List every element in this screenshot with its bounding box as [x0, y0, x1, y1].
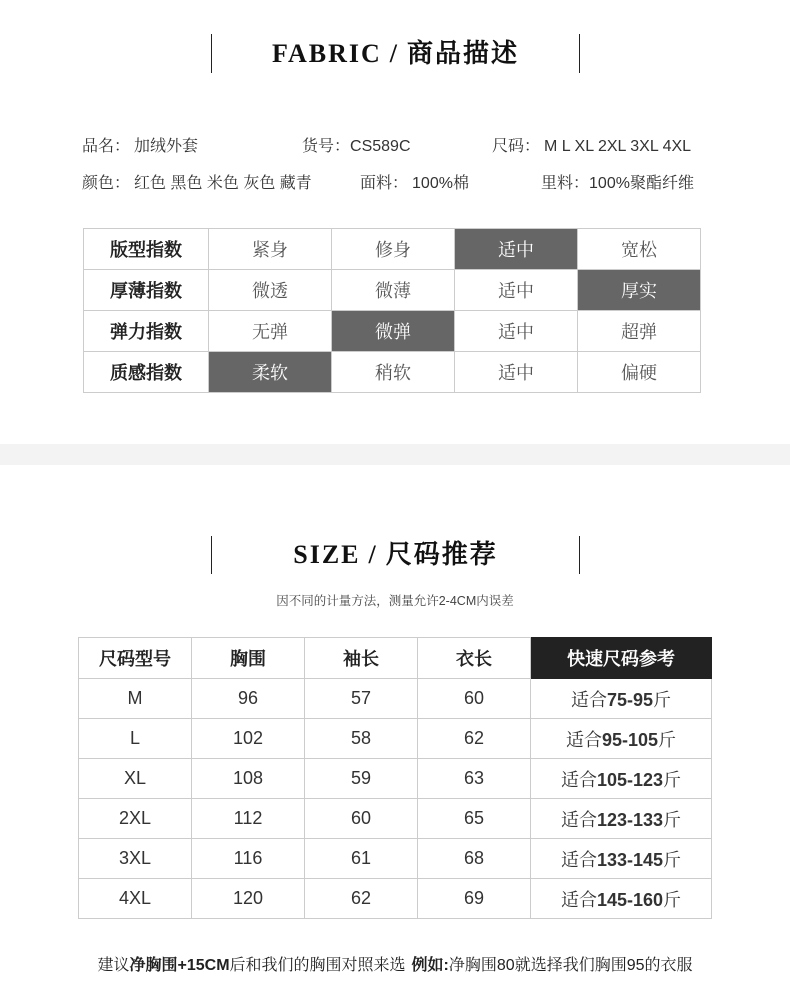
index-option: 偏硬	[578, 352, 701, 393]
index-option: 微透	[209, 270, 332, 311]
index-option-selected: 微弹	[332, 311, 455, 352]
index-label: 弹力指数	[84, 311, 209, 352]
index-row	[84, 229, 701, 270]
sleeve-cell: 58	[305, 719, 418, 759]
recommend-prefix: 适合	[560, 809, 597, 830]
fabric-title-en: FABRIC	[272, 39, 382, 68]
heading-divider-left	[211, 536, 212, 574]
length-cell: 63	[418, 759, 531, 799]
recommend-weight-range: 133-145	[596, 849, 664, 870]
index-label: 版型指数	[84, 229, 209, 270]
note-emphasis: 例如:	[411, 957, 449, 974]
index-option: 无弹	[209, 311, 332, 352]
info-value: CS589C	[350, 138, 411, 155]
header-chest: 胸围	[192, 638, 305, 679]
size-measurement-note: 因不同的计量方法，测量允许2-4CM内误差	[276, 594, 514, 608]
info-value: 红色 黑色 米色 灰色 藏青	[134, 175, 312, 192]
size-cell: 4XL	[79, 879, 192, 919]
index-option: 适中	[455, 311, 578, 352]
note-text: 后和我们的胸围对照来选	[229, 957, 406, 974]
recommend-weight-range: 95-105	[601, 729, 659, 750]
recommend-weight-range: 145-160	[596, 889, 664, 910]
size-chart-header	[79, 638, 712, 679]
sleeve-cell: 61	[305, 839, 418, 879]
fabric-heading	[211, 34, 580, 73]
fabric-title-separator: /	[389, 39, 399, 68]
recommend-unit: 斤	[663, 849, 682, 870]
info-label: 颜色：	[82, 175, 131, 192]
fabric-title-cn: 商品描述	[406, 39, 519, 68]
index-option: 超弹	[578, 311, 701, 352]
length-cell: 68	[418, 839, 531, 879]
index-row	[84, 270, 701, 311]
index-option: 稍软	[332, 352, 455, 393]
chest-cell: 102	[192, 719, 305, 759]
size-row	[79, 799, 712, 839]
header-quick-size-reference: 快速尺码参考	[531, 638, 712, 679]
index-option-selected: 柔软	[209, 352, 332, 393]
recommend-unit: 斤	[663, 769, 682, 790]
heading-divider-right	[579, 536, 580, 574]
info-label: 货号：	[302, 138, 351, 155]
info-label: 里料：	[541, 175, 590, 192]
index-option: 宽松	[578, 229, 701, 270]
size-title-separator: /	[368, 540, 378, 569]
size-cell: XL	[79, 759, 192, 799]
chest-cell: 96	[192, 679, 305, 719]
header-sleeve: 袖长	[305, 638, 418, 679]
recommend-weight-range: 75-95	[606, 689, 654, 710]
note-emphasis: 净胸围+15CM	[129, 957, 230, 974]
note-text: 建议	[97, 957, 130, 974]
recommend-cell	[531, 879, 712, 919]
size-row	[79, 879, 712, 919]
index-option-selected: 适中	[455, 229, 578, 270]
index-option: 微薄	[332, 270, 455, 311]
info-sizes	[492, 137, 691, 157]
recommend-weight-range: 123-133	[596, 809, 664, 830]
info-value: 100%棉	[412, 175, 469, 192]
size-title-en: SIZE	[293, 540, 361, 569]
recommend-prefix: 适合	[565, 729, 602, 750]
heading-divider-right	[579, 34, 580, 73]
size-cell: 3XL	[79, 839, 192, 879]
index-option: 修身	[332, 229, 455, 270]
recommend-cell	[531, 759, 712, 799]
size-chart-header-row	[79, 638, 712, 679]
index-option: 紧身	[209, 229, 332, 270]
size-row	[79, 719, 712, 759]
index-label: 质感指数	[84, 352, 209, 393]
info-lining	[541, 174, 694, 194]
recommend-prefix: 适合	[570, 689, 607, 710]
fabric-index-body	[84, 229, 701, 393]
size-title-cn: 尺码推荐	[385, 540, 498, 569]
info-colors	[82, 174, 312, 194]
index-option-selected: 厚实	[578, 270, 701, 311]
chest-cell: 108	[192, 759, 305, 799]
length-cell: 60	[418, 679, 531, 719]
section-separator-band	[0, 444, 790, 465]
size-chart-table	[78, 637, 712, 919]
recommend-cell	[531, 839, 712, 879]
info-product-name	[82, 137, 198, 157]
info-fabric	[360, 174, 469, 194]
sleeve-cell: 62	[305, 879, 418, 919]
size-cell: 2XL	[79, 799, 192, 839]
size-cell: M	[79, 679, 192, 719]
recommend-unit: 斤	[658, 729, 677, 750]
size-chart-body	[79, 679, 712, 919]
index-option: 适中	[455, 270, 578, 311]
info-label: 尺码：	[492, 138, 541, 155]
sleeve-cell: 57	[305, 679, 418, 719]
chest-cell: 120	[192, 879, 305, 919]
info-value: M L XL 2XL 3XL 4XL	[544, 138, 692, 155]
size-cell: L	[79, 719, 192, 759]
recommend-prefix: 适合	[560, 769, 597, 790]
recommend-unit: 斤	[663, 889, 682, 910]
recommend-cell	[531, 719, 712, 759]
size-row	[79, 679, 712, 719]
chest-cell: 112	[192, 799, 305, 839]
recommend-unit: 斤	[663, 809, 682, 830]
size-row	[79, 759, 712, 799]
index-label: 厚薄指数	[84, 270, 209, 311]
length-cell: 62	[418, 719, 531, 759]
size-row	[79, 839, 712, 879]
header-length: 衣长	[418, 638, 531, 679]
recommend-weight-range: 105-123	[596, 769, 664, 790]
header-size: 尺码型号	[79, 638, 192, 679]
info-value: 加绒外套	[134, 138, 199, 155]
length-cell: 69	[418, 879, 531, 919]
fabric-index-table	[83, 228, 701, 393]
size-advice-note	[0, 956, 790, 976]
note-text: 净胸围80就选择我们胸围95的衣服	[448, 957, 693, 974]
index-row	[84, 311, 701, 352]
info-label: 品名：	[82, 138, 131, 155]
sleeve-cell: 60	[305, 799, 418, 839]
recommend-prefix: 适合	[560, 849, 597, 870]
length-cell: 65	[418, 799, 531, 839]
info-value: 100%聚酯纤维	[589, 175, 694, 192]
info-item-number	[302, 137, 411, 157]
index-option: 适中	[455, 352, 578, 393]
info-label: 面料：	[360, 175, 409, 192]
recommend-cell	[531, 799, 712, 839]
chest-cell: 116	[192, 839, 305, 879]
recommend-unit: 斤	[653, 689, 672, 710]
index-row	[84, 352, 701, 393]
recommend-cell	[531, 679, 712, 719]
size-heading	[211, 536, 580, 574]
heading-divider-left	[211, 34, 212, 73]
sleeve-cell: 59	[305, 759, 418, 799]
recommend-prefix: 适合	[560, 889, 597, 910]
